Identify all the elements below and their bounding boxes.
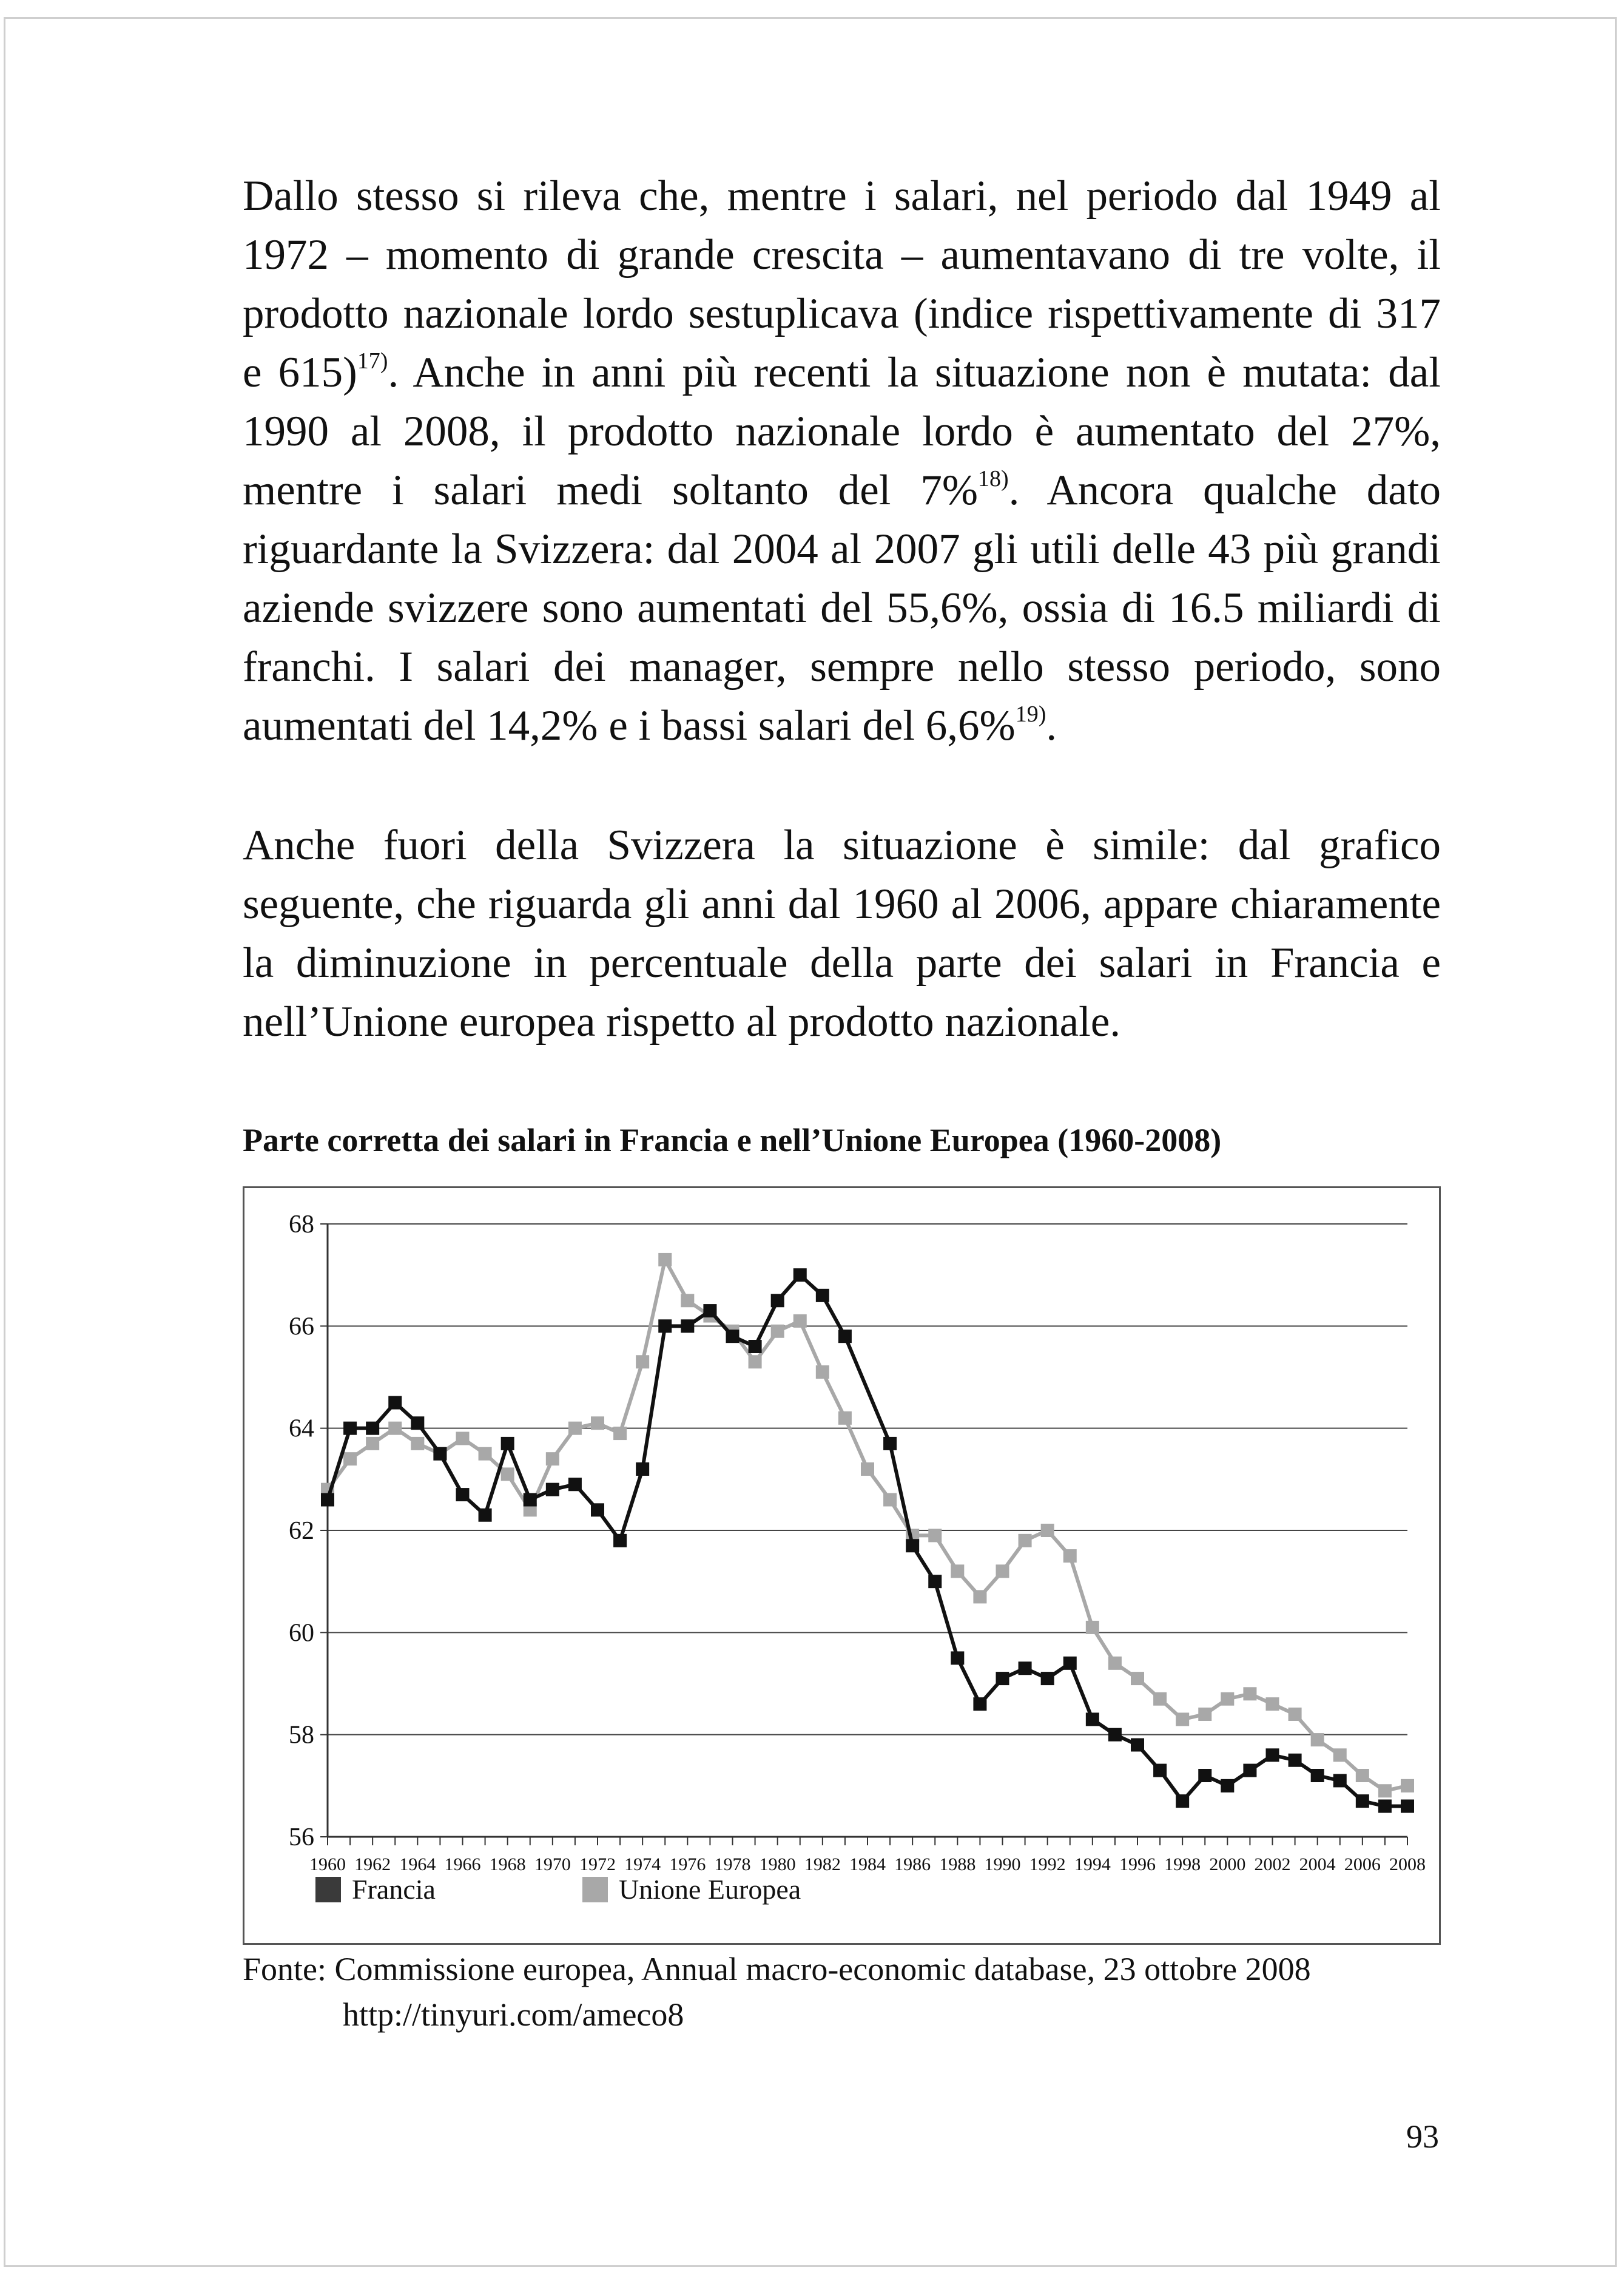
- legend-swatch: [315, 1877, 341, 1902]
- data-point-francia: [524, 1493, 537, 1507]
- chart-source: [243, 1947, 1456, 2038]
- data-point-unione-europea: [658, 1253, 672, 1266]
- x-tick-label: 1980: [759, 1854, 796, 1874]
- x-tick-label: 1964: [399, 1854, 436, 1874]
- x-tick-label: 1988: [939, 1854, 976, 1874]
- data-point-unione-europea: [1019, 1534, 1032, 1547]
- data-point-francia: [501, 1437, 514, 1450]
- data-point-unione-europea: [996, 1564, 1009, 1578]
- data-point-francia: [749, 1340, 762, 1353]
- data-point-unione-europea: [1108, 1657, 1122, 1670]
- data-point-francia: [591, 1503, 604, 1516]
- data-point-francia: [321, 1493, 334, 1507]
- paragraph-1-text-b: . Anche in anni più recenti la situazione non è mutata: dal 1990 al 2008, il prodotto nazionale lordo è aumentato del 27%, mentre i salari medi soltanto del 7%: [243, 349, 1441, 514]
- footnote-ref-19: 19): [1015, 701, 1046, 727]
- data-point-unione-europea: [749, 1355, 762, 1368]
- data-point-francia: [366, 1422, 379, 1435]
- data-point-francia: [1153, 1764, 1167, 1777]
- x-tick-label: 1998: [1164, 1854, 1201, 1874]
- data-point-francia: [613, 1534, 627, 1547]
- data-point-francia: [479, 1509, 492, 1522]
- data-point-francia: [793, 1268, 807, 1282]
- x-tick-label: 1994: [1074, 1854, 1111, 1874]
- data-point-unione-europea: [771, 1325, 784, 1338]
- data-point-unione-europea: [928, 1529, 942, 1542]
- data-point-unione-europea: [568, 1422, 582, 1435]
- data-point-francia: [1198, 1769, 1211, 1782]
- data-point-unione-europea: [366, 1437, 379, 1450]
- data-point-unione-europea: [883, 1493, 897, 1507]
- data-point-unione-europea: [1198, 1708, 1211, 1721]
- data-point-francia: [816, 1289, 829, 1302]
- data-point-francia: [1019, 1661, 1032, 1675]
- data-point-francia: [433, 1447, 446, 1461]
- data-point-unione-europea: [1221, 1692, 1234, 1706]
- legend-swatch: [582, 1877, 608, 1902]
- data-point-francia: [771, 1294, 784, 1307]
- data-point-francia: [546, 1483, 559, 1496]
- x-tick-label: 1990: [984, 1854, 1021, 1874]
- data-point-unione-europea: [343, 1452, 357, 1465]
- data-point-unione-europea: [861, 1462, 874, 1476]
- x-tick-label: 2004: [1299, 1854, 1336, 1874]
- source-url: http://tinyuri.com/ameco8: [343, 1996, 684, 2033]
- data-point-francia: [1333, 1774, 1347, 1787]
- data-point-francia: [973, 1697, 986, 1711]
- data-point-unione-europea: [1289, 1708, 1302, 1721]
- data-point-francia: [1311, 1769, 1324, 1782]
- data-point-francia: [703, 1304, 716, 1317]
- x-tick-label: 1976: [669, 1854, 706, 1874]
- data-point-francia: [951, 1651, 964, 1664]
- y-tick-label: 62: [289, 1517, 314, 1545]
- x-tick-label: 1974: [624, 1854, 661, 1874]
- data-point-francia: [1243, 1764, 1256, 1777]
- data-point-francia: [1378, 1800, 1392, 1813]
- x-tick-label: 1996: [1119, 1854, 1156, 1874]
- x-tick-label: 2000: [1209, 1854, 1246, 1874]
- data-point-unione-europea: [793, 1314, 807, 1328]
- data-point-unione-europea: [838, 1411, 852, 1425]
- data-point-francia: [928, 1575, 942, 1588]
- data-point-francia: [1041, 1672, 1054, 1685]
- x-tick-label: 1972: [579, 1854, 616, 1874]
- data-point-unione-europea: [816, 1365, 829, 1379]
- data-point-francia: [996, 1672, 1009, 1685]
- data-point-unione-europea: [546, 1452, 559, 1465]
- chart-title: Parte corretta dei salari in Francia e nell’Unione Europea (1960-2008): [243, 1122, 1222, 1158]
- data-point-francia: [1176, 1794, 1189, 1808]
- data-point-francia: [1266, 1748, 1279, 1762]
- paragraph-1: [243, 167, 1441, 755]
- wage-share-chart: [243, 1186, 1441, 1945]
- data-point-francia: [343, 1422, 357, 1435]
- footnote-ref-17: 17): [357, 348, 388, 374]
- data-point-unione-europea: [973, 1590, 986, 1603]
- x-tick-label: 1970: [534, 1854, 571, 1874]
- data-point-francia: [1086, 1712, 1099, 1726]
- x-tick-label: 1978: [714, 1854, 751, 1874]
- x-tick-label: 1968: [489, 1854, 526, 1874]
- data-point-francia: [456, 1488, 470, 1501]
- data-point-francia: [1063, 1657, 1077, 1670]
- data-point-unione-europea: [1153, 1692, 1167, 1706]
- chart-frame: [244, 1188, 1440, 1944]
- page-number: 93: [1406, 2118, 1439, 2155]
- data-point-francia: [636, 1462, 649, 1476]
- data-point-francia: [568, 1478, 582, 1491]
- data-point-unione-europea: [1311, 1733, 1324, 1746]
- data-point-unione-europea: [1401, 1779, 1414, 1793]
- legend-label: Francia: [352, 1874, 436, 1905]
- data-point-unione-europea: [681, 1294, 694, 1307]
- data-point-unione-europea: [1356, 1769, 1369, 1782]
- data-point-unione-europea: [411, 1437, 424, 1450]
- paragraph-1-text-d: .: [1046, 702, 1057, 749]
- x-tick-label: 1986: [894, 1854, 931, 1874]
- x-tick-label: 1960: [309, 1854, 346, 1874]
- data-point-francia: [658, 1319, 672, 1333]
- x-tick-label: 2006: [1344, 1854, 1381, 1874]
- x-tick-label: 1962: [354, 1854, 391, 1874]
- data-point-unione-europea: [1176, 1712, 1189, 1726]
- data-point-unione-europea: [613, 1427, 627, 1440]
- y-tick-label: 56: [289, 1823, 314, 1851]
- data-point-francia: [1108, 1728, 1122, 1742]
- paragraph-1-text-c: . Ancora qualche dato riguardante la Svizzera: dal 2004 al 2007 gli utili delle 43 più grandi aziende svizzere sono aumentati del 55,6%, ossia di 16.5 miliardi di franchi. I salari dei manager, sempre nello stesso periodo, sono aumentati del 14,2% e i bassi salari del 6,6%: [243, 467, 1441, 749]
- data-point-unione-europea: [501, 1467, 514, 1481]
- data-point-francia: [1401, 1800, 1414, 1813]
- data-point-francia: [906, 1539, 919, 1552]
- x-tick-label: 1966: [444, 1854, 481, 1874]
- data-point-unione-europea: [1243, 1687, 1256, 1700]
- data-point-unione-europea: [1131, 1672, 1144, 1685]
- data-point-unione-europea: [1266, 1697, 1279, 1711]
- data-point-francia: [1221, 1779, 1234, 1793]
- data-point-unione-europea: [591, 1416, 604, 1430]
- data-point-unione-europea: [1333, 1748, 1347, 1762]
- data-point-francia: [1289, 1754, 1302, 1767]
- data-point-francia: [388, 1396, 402, 1410]
- data-point-francia: [726, 1330, 740, 1343]
- x-tick-label: 1984: [849, 1854, 886, 1874]
- y-tick-label: 60: [289, 1619, 314, 1647]
- data-point-francia: [883, 1437, 897, 1450]
- data-point-francia: [1131, 1739, 1144, 1752]
- data-point-unione-europea: [636, 1355, 649, 1368]
- x-tick-label: 1982: [804, 1854, 841, 1874]
- data-point-unione-europea: [1063, 1549, 1077, 1563]
- data-point-unione-europea: [456, 1432, 470, 1445]
- data-point-unione-europea: [951, 1564, 964, 1578]
- x-tick-label: 2002: [1254, 1854, 1291, 1874]
- source-line: Fonte: Commissione europea, Annual macro-economic database, 23 ottobre 2008: [243, 1951, 1311, 1987]
- x-tick-label: 2008: [1389, 1854, 1426, 1874]
- y-tick-label: 68: [289, 1211, 314, 1238]
- paragraph-2: Anche fuori della Svizzera la situazione è simile: dal grafico seguente, che riguarda gli anni dal 1960 al 2006, appare chiaramente la diminuzione in percentuale della parte dei salari in Francia e nell’Unione europea rispetto al prodotto nazionale.: [243, 822, 1441, 1046]
- legend-label: Unione Europea: [619, 1874, 801, 1905]
- x-tick-label: 1992: [1029, 1854, 1066, 1874]
- data-point-francia: [838, 1330, 852, 1343]
- data-point-unione-europea: [1086, 1621, 1099, 1634]
- y-tick-label: 58: [289, 1721, 314, 1749]
- paragraph-1-text-a: Dallo stesso si rileva che, mentre i salari, nel periodo dal 1949 al 1972 – momento di grande crescita – aumentavano di tre volte, il prodotto nazionale lordo sestuplicava (indice rispettivamente di 317 e 615): [243, 172, 1441, 396]
- data-point-francia: [411, 1416, 424, 1430]
- footnote-ref-18: 18): [977, 466, 1009, 492]
- data-point-francia: [1356, 1794, 1369, 1808]
- y-tick-label: 64: [289, 1414, 314, 1443]
- data-point-francia: [681, 1319, 694, 1333]
- data-point-unione-europea: [1378, 1784, 1392, 1797]
- data-point-unione-europea: [479, 1447, 492, 1461]
- data-point-unione-europea: [388, 1422, 402, 1435]
- y-tick-label: 66: [289, 1313, 314, 1341]
- data-point-unione-europea: [1041, 1524, 1054, 1537]
